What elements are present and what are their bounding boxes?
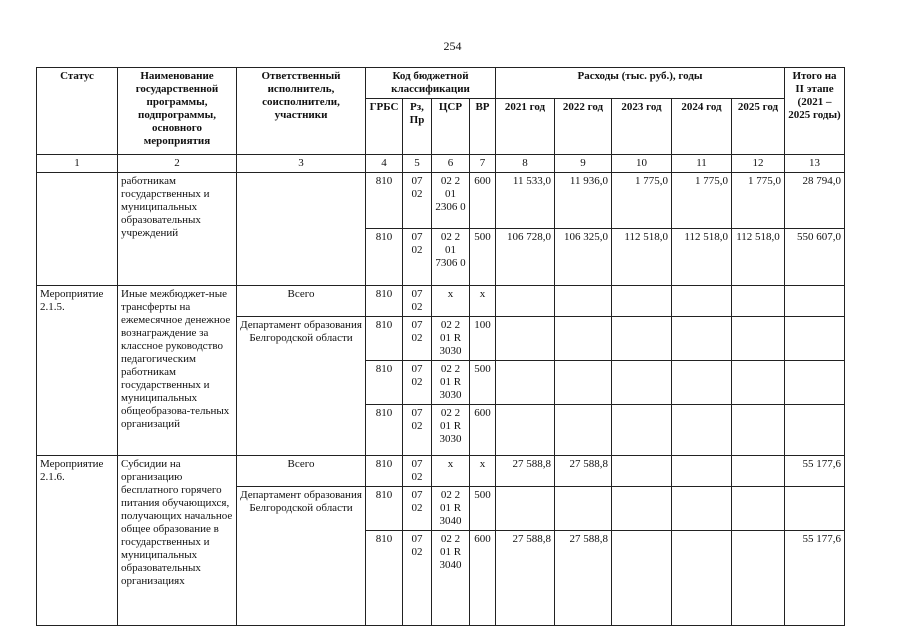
amount-2022 — [555, 286, 612, 317]
amount-2022: 11 936,0 — [555, 173, 612, 229]
amount-2021: 11 533,0 — [496, 173, 555, 229]
col-number: 2 — [118, 155, 237, 173]
vr-cell: 600 — [470, 405, 496, 456]
executor-all: Всего — [237, 456, 366, 487]
rz-cell: 07 02 — [403, 456, 432, 487]
amount-2023: 112 518,0 — [612, 229, 672, 286]
csr-cell: 02 2 01 2306 0 — [432, 173, 470, 229]
vr-cell: 500 — [470, 361, 496, 405]
header-rz-pr: Рз, Пр — [403, 99, 432, 155]
amount-2025 — [732, 286, 785, 317]
amount-2025: 1 775,0 — [732, 173, 785, 229]
col-number: 13 — [785, 155, 845, 173]
col-number: 11 — [672, 155, 732, 173]
header-csr: ЦСР — [432, 99, 470, 155]
amount-2024 — [672, 405, 732, 456]
amount-2024 — [672, 531, 732, 626]
col-number: 3 — [237, 155, 366, 173]
vr-cell: 500 — [470, 487, 496, 531]
header-row — [37, 68, 845, 99]
program-name: работникам государственных и муниципальных образовательных учреждений — [118, 173, 237, 286]
amount-2024 — [672, 317, 732, 361]
grbs-cell: 810 — [366, 173, 403, 229]
header-budget-code: Код бюджетной классификации — [366, 68, 496, 99]
grbs-cell: 810 — [366, 229, 403, 286]
amount-total: 55 177,6 — [785, 456, 845, 487]
header-executor: Ответственный исполнитель, соисполнители, участники — [237, 68, 366, 155]
header-y2022: 2022 год — [555, 99, 612, 155]
grbs-cell: 810 — [366, 317, 403, 361]
col-number: 1 — [37, 155, 118, 173]
status-cell: Мероприятие 2.1.6. — [37, 456, 118, 626]
csr-cell: x — [432, 286, 470, 317]
amount-total — [785, 487, 845, 531]
csr-cell: x — [432, 456, 470, 487]
header-y2021: 2021 год — [496, 99, 555, 155]
amount-total — [785, 361, 845, 405]
rz-cell: 07 02 — [403, 173, 432, 229]
amount-2025 — [732, 361, 785, 405]
amount-2024: 112 518,0 — [672, 229, 732, 286]
grbs-cell: 810 — [366, 405, 403, 456]
executor-cell — [237, 173, 366, 286]
page-number: 254 — [443, 39, 462, 53]
amount-2025: 112 518,0 — [732, 229, 785, 286]
status-cell — [37, 173, 118, 286]
vr-cell: 600 — [470, 531, 496, 626]
rz-cell: 07 02 — [403, 405, 432, 456]
amount-2024 — [672, 286, 732, 317]
amount-2023 — [612, 405, 672, 456]
rz-cell: 07 02 — [403, 487, 432, 531]
header-program: Наименование государственной программы, подпрограммы, основного мероприятия — [118, 68, 237, 155]
table-row — [37, 456, 845, 487]
amount-2022 — [555, 405, 612, 456]
grbs-cell: 810 — [366, 286, 403, 317]
program-name: Субсидии на организацию бесплатного горячего питания обучающихся, получающих начальное общее образование в государственных и муниципальных образовательных организациях — [118, 456, 237, 626]
amount-2022: 106 325,0 — [555, 229, 612, 286]
header-grbs: ГРБС — [366, 99, 403, 155]
vr-cell: 600 — [470, 173, 496, 229]
amount-2024: 1 775,0 — [672, 173, 732, 229]
executor-cell: Департамент образования Белгородской области — [237, 487, 366, 626]
amount-2024 — [672, 487, 732, 531]
status-cell: Мероприятие 2.1.5. — [37, 286, 118, 456]
amount-2022 — [555, 487, 612, 531]
amount-2021 — [496, 361, 555, 405]
amount-2022 — [555, 361, 612, 405]
grbs-cell: 810 — [366, 531, 403, 626]
col-number: 4 — [366, 155, 403, 173]
vr-cell: x — [470, 286, 496, 317]
amount-2022: 27 588,8 — [555, 531, 612, 626]
vr-cell: x — [470, 456, 496, 487]
vr-cell: 500 — [470, 229, 496, 286]
budget-table — [36, 67, 845, 626]
table-row — [37, 173, 845, 229]
amount-2023 — [612, 286, 672, 317]
rz-cell: 07 02 — [403, 361, 432, 405]
table-row — [37, 286, 845, 317]
amount-total — [785, 317, 845, 361]
amount-2023 — [612, 456, 672, 487]
amount-2025 — [732, 405, 785, 456]
csr-cell: 02 2 01 R 3040 — [432, 487, 470, 531]
csr-cell: 02 2 01 7306 0 — [432, 229, 470, 286]
amount-2021: 27 588,8 — [496, 531, 555, 626]
col-number: 6 — [432, 155, 470, 173]
header-total: Итого на II этапе (2021 – 2025 годы) — [785, 68, 845, 155]
rz-cell: 07 02 — [403, 317, 432, 361]
csr-cell: 02 2 01 R 3030 — [432, 317, 470, 361]
col-number: 5 — [403, 155, 432, 173]
csr-cell: 02 2 01 R 3030 — [432, 405, 470, 456]
header-status: Статус — [37, 68, 118, 155]
amount-2025 — [732, 531, 785, 626]
amount-2022: 27 588,8 — [555, 456, 612, 487]
amount-2021 — [496, 487, 555, 531]
amount-2025 — [732, 456, 785, 487]
amount-total: 28 794,0 — [785, 173, 845, 229]
amount-2023 — [612, 487, 672, 531]
rz-cell: 07 02 — [403, 531, 432, 626]
header-y2023: 2023 год — [612, 99, 672, 155]
amount-total — [785, 405, 845, 456]
col-number: 9 — [555, 155, 612, 173]
amount-2023: 1 775,0 — [612, 173, 672, 229]
grbs-cell: 810 — [366, 456, 403, 487]
amount-2025 — [732, 317, 785, 361]
amount-total: 550 607,0 — [785, 229, 845, 286]
col-number: 7 — [470, 155, 496, 173]
header-y2024: 2024 год — [672, 99, 732, 155]
amount-2021: 106 728,0 — [496, 229, 555, 286]
vr-cell: 100 — [470, 317, 496, 361]
amount-2023 — [612, 317, 672, 361]
rz-cell: 07 02 — [403, 286, 432, 317]
program-name: Иные межбюджет-ные трансферты на ежемесячное денежное вознаграждение за классное руководство педагогическим работникам государственных и муниципальных общеобразова-тельных организаций — [118, 286, 237, 456]
amount-2021: 27 588,8 — [496, 456, 555, 487]
col-number: 12 — [732, 155, 785, 173]
amount-2021 — [496, 317, 555, 361]
amount-2023 — [612, 361, 672, 405]
column-numbers-row — [37, 155, 845, 173]
amount-2025 — [732, 487, 785, 531]
amount-total — [785, 286, 845, 317]
csr-cell: 02 2 01 R 3040 — [432, 531, 470, 626]
amount-total: 55 177,6 — [785, 531, 845, 626]
amount-2024 — [672, 456, 732, 487]
grbs-cell: 810 — [366, 361, 403, 405]
amount-2023 — [612, 531, 672, 626]
col-number: 8 — [496, 155, 555, 173]
col-number: 10 — [612, 155, 672, 173]
csr-cell: 02 2 01 R 3030 — [432, 361, 470, 405]
amount-2022 — [555, 317, 612, 361]
amount-2021 — [496, 286, 555, 317]
header-y2025: 2025 год — [732, 99, 785, 155]
executor-all: Всего — [237, 286, 366, 317]
rz-cell: 07 02 — [403, 229, 432, 286]
executor-cell: Департамент образования Белгородской области — [237, 317, 366, 456]
header-vr: ВР — [470, 99, 496, 155]
header-expenses: Расходы (тыс. руб.), годы — [496, 68, 785, 99]
amount-2024 — [672, 361, 732, 405]
grbs-cell: 810 — [366, 487, 403, 531]
amount-2021 — [496, 405, 555, 456]
